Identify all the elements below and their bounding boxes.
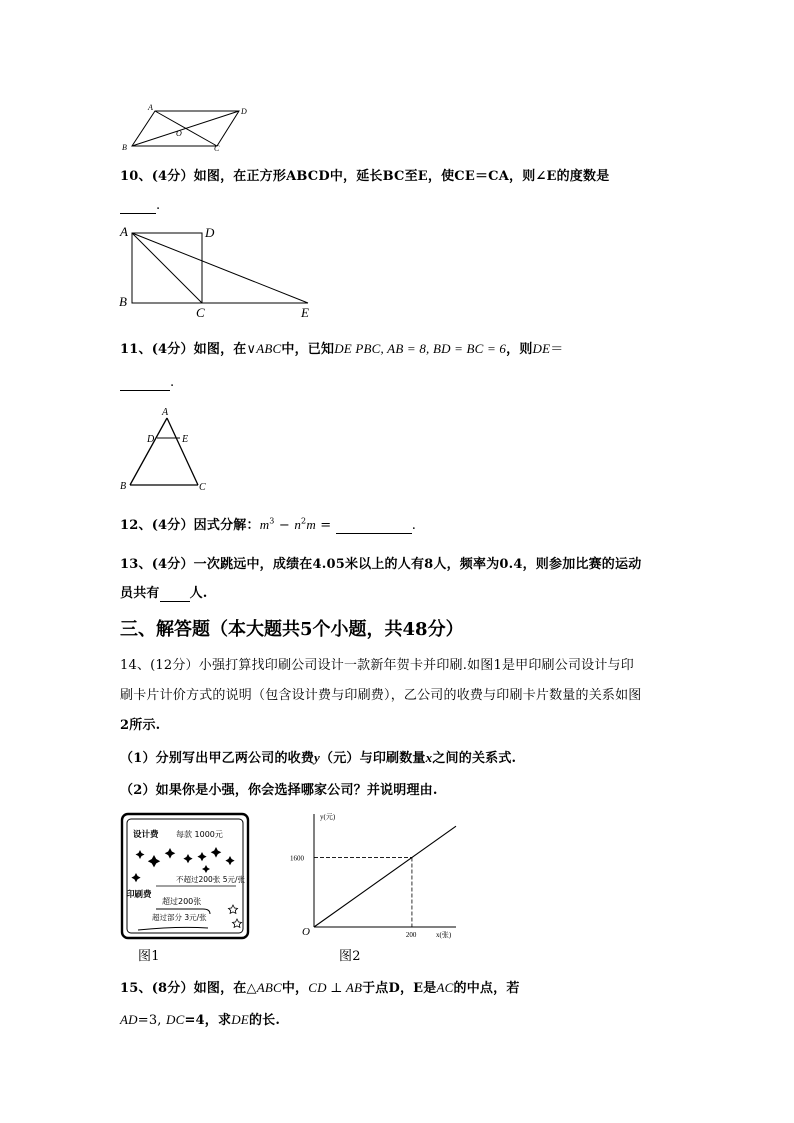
q11-suffix: ，则 bbox=[506, 342, 533, 357]
fig2-caption-text: 图2 bbox=[339, 949, 361, 964]
y-tick-label: 1600 bbox=[290, 854, 304, 863]
q12-n: n bbox=[294, 517, 302, 532]
q14-line1 bbox=[120, 654, 634, 673]
card-tier2: 超过200张 bbox=[162, 897, 202, 906]
q13-line2-a: 员共有 bbox=[120, 586, 160, 601]
q11-ask: DE bbox=[532, 341, 551, 356]
q15-line1 bbox=[120, 977, 520, 996]
origin-label: O bbox=[302, 926, 310, 938]
q12-exp3: 3 bbox=[269, 516, 275, 526]
series-line bbox=[314, 826, 456, 927]
label-D: D bbox=[147, 434, 155, 445]
q10-answer-blank[interactable] bbox=[120, 198, 156, 214]
label-B: B bbox=[122, 143, 127, 152]
y-axis-label: y(元) bbox=[320, 813, 336, 821]
q14-sub1 bbox=[120, 747, 516, 766]
label-E: E bbox=[301, 305, 309, 320]
q11-mid: 中，已知 bbox=[281, 342, 335, 357]
q11-end: . bbox=[170, 375, 175, 390]
q10-end: . bbox=[156, 198, 161, 213]
label-E: E bbox=[182, 434, 189, 445]
q10-blank-line bbox=[120, 198, 160, 214]
section-3-title bbox=[120, 615, 464, 641]
q11-condition: DE PBC, AB = 8, BD = BC = 6 bbox=[334, 341, 507, 356]
q15-foot: 于点D，E是 bbox=[362, 981, 437, 996]
q15-dc: DC bbox=[165, 1012, 185, 1027]
q12-text bbox=[120, 514, 416, 534]
label-C: C bbox=[196, 305, 205, 320]
q15-cd: CD ⊥ AB bbox=[308, 980, 363, 995]
label-B: B bbox=[119, 294, 127, 309]
parallelogram-figure bbox=[118, 102, 258, 152]
label-O: O bbox=[176, 129, 182, 138]
q14-line3-text: 2所示. bbox=[120, 718, 161, 733]
q10-text bbox=[120, 165, 609, 184]
q12-eq: = bbox=[315, 518, 336, 533]
q13-answer-blank[interactable] bbox=[160, 586, 190, 602]
q11-blank-line bbox=[120, 375, 174, 391]
q14-line2-text: 刷卡片计价方式的说明（包含设计费与印刷费），乙公司的收费与印刷卡片数量的关系如图 bbox=[120, 688, 642, 703]
q14-line3 bbox=[120, 714, 160, 733]
label-D: D bbox=[241, 107, 247, 116]
label-C: C bbox=[214, 144, 220, 153]
q14-sub1-c: 之间的关系式. bbox=[432, 751, 517, 766]
label-C: C bbox=[199, 482, 206, 493]
q14-sub1-b: （元）与印刷数量 bbox=[320, 751, 426, 766]
q11-prefix: 11、(4分）如图，在 bbox=[120, 342, 247, 357]
q12-minus: − bbox=[274, 518, 295, 533]
label-A: A bbox=[148, 103, 153, 112]
q13-text bbox=[120, 553, 641, 572]
price-line-chart bbox=[290, 808, 466, 943]
section-3-title-text: 三、解答题（本大题共5个小题，共48分） bbox=[120, 619, 464, 640]
fig2-caption bbox=[339, 945, 361, 964]
q10-stem: 10、(4分）如图，在正方形ABCD中，延长BC至E，使CE＝CA，则∠E的度数是 bbox=[120, 169, 610, 184]
q15-ad: AD bbox=[120, 1012, 138, 1027]
star-icon bbox=[229, 905, 242, 927]
q15-mid: 中， bbox=[281, 981, 309, 996]
q14-sub1-y: y bbox=[314, 750, 321, 765]
q12-prefix: 12、(4分）因式分解： bbox=[120, 518, 260, 533]
card-design-value: 每款 1000元 bbox=[176, 830, 223, 839]
q12-answer-blank[interactable] bbox=[336, 518, 412, 534]
q15-line2 bbox=[120, 1009, 280, 1028]
triangle-figure bbox=[116, 404, 216, 496]
x-tick-label: 200 bbox=[405, 931, 417, 939]
q13-stem: 13、(4分）一次跳远中，成绩在4.05米以上的人有8人，频率为0.4，则参加比赛的运动 bbox=[120, 557, 642, 572]
q12-end: . bbox=[411, 518, 417, 533]
pricing-card-figure bbox=[118, 810, 252, 942]
q14-sub2-text: （2）如果你是小强，你会选择哪家公司？并说明理由. bbox=[120, 783, 438, 798]
q14-line1-text: 14、(12分）小强打算找印刷公司设计一款新年贺卡并印刷.如图1是甲印刷公司设计与印 bbox=[120, 658, 634, 673]
q15-dc-val: =4，求 bbox=[184, 1013, 232, 1028]
q12-exp2: 2 bbox=[301, 516, 307, 526]
label-A: A bbox=[120, 224, 128, 239]
q12-m2: m bbox=[306, 517, 316, 532]
q14-line2 bbox=[120, 684, 642, 703]
q13-line2-b: 人. bbox=[189, 586, 208, 601]
q15-de: DE bbox=[231, 1012, 249, 1027]
fig1-caption bbox=[138, 945, 160, 964]
card-tier3: 超过部分 3元/张 bbox=[152, 913, 207, 922]
q14-sub1-x: x bbox=[425, 750, 433, 765]
q14-sub1-a: （1）分别写出甲乙两公司的收费 bbox=[120, 751, 315, 766]
q15-ac: AC bbox=[436, 980, 454, 995]
square-figure bbox=[116, 222, 326, 322]
q11-answer-blank[interactable] bbox=[120, 375, 170, 391]
q11-eq: ＝ bbox=[550, 342, 564, 357]
q11-triangle: ∨ABC bbox=[246, 341, 282, 356]
q15-triangle: △ABC bbox=[246, 980, 282, 995]
label-A: A bbox=[162, 407, 169, 418]
q15-rest: 的中点，若 bbox=[453, 981, 520, 996]
card-print-title: 印刷费 bbox=[126, 890, 152, 900]
card-design-title: 设计费 bbox=[133, 830, 159, 840]
label-B: B bbox=[120, 481, 127, 492]
card-tier1: 不超过200张 5元/张 bbox=[176, 875, 245, 884]
q15-end: 的长. bbox=[248, 1013, 281, 1028]
q14-sub2 bbox=[120, 779, 438, 798]
q15-ad-val: =3, bbox=[137, 1013, 162, 1028]
fig1-caption-text: 图1 bbox=[138, 949, 160, 964]
q13-line2 bbox=[120, 582, 208, 602]
q11-text bbox=[120, 338, 563, 357]
x-axis-label: x(张) bbox=[436, 931, 452, 939]
q12-m: m bbox=[259, 517, 270, 532]
label-D: D bbox=[205, 225, 215, 240]
q15-prefix: 15、(8分）如图，在 bbox=[120, 981, 247, 996]
